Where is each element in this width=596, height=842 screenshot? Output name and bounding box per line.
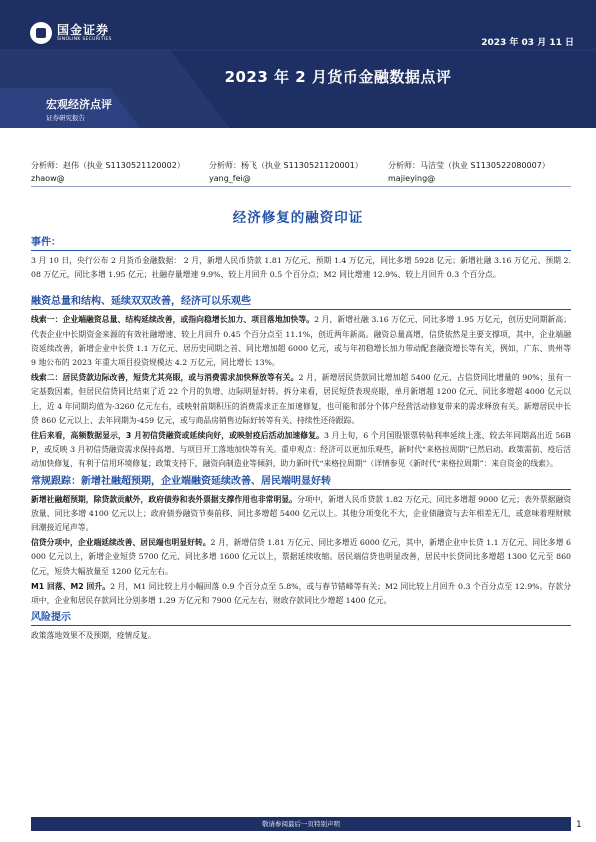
- analyst-1-name: 分析师：赵伟（执业 S1130521120002）: [31, 161, 185, 170]
- section-divider: [31, 489, 571, 490]
- event-heading: 事件：: [31, 237, 61, 248]
- section-2-heading: 常规跟踪：新增社融超预期，企业端融资延续改善、居民端明显好转: [31, 475, 331, 487]
- outlook-paragraph: [31, 429, 571, 472]
- clue-1-text: 2 月，新增社融 3.16 万亿元、同比多增 1.95 万亿元，创历史同期新高；代表企业中长期资金来源的有效社融增速、较上月回升 0.45 个百分点至 11.1%，创近两年新高。融资总量高增，信贷依然是主要支撑项，其中，企业端融资延续改善，新增企业中长贷 1.1 万亿元、居历史同期之首、同比增加超 6000 亿元，或与年初稳增长加力带动配套融资增长等有关，例如，广东、贵州等 9 地公布的 2023 年重大项目投资规模达 4.2 万亿元，同比增长 13%。: [31, 315, 571, 368]
- money-supply-text: 2 月，M1 同比较上月小幅回落 0.9 个百分点至 5.8%，或与春节错峰等有关；M2 同比较上月回升 0.3 个百分点至 12.9%。存款分项中，企业和居民存款同比分别多增 1.29 万亿元和 7900 亿元左右，财政存款同比少增超 1400 亿元。: [31, 581, 571, 606]
- analyst-3: [388, 159, 550, 185]
- social-financing-text: 分项中，新增人民币贷款 1.82 万亿元、同比多增超 9000 亿元；表外票据融资放量、同比多增 4100 亿元以上；政府债券融资节奏前移、同比多增超 5400 亿元以上。其他分项变化不大，企业债融资与去年相差无几，或意味着理财赎回潮接近尾声等。: [31, 494, 571, 533]
- clue-2-text: 2 月，新增居民贷款同比增加超 5400 亿元、占信贷同比增量的 90%；虽有一定基数因素，但居民信贷同比结束了近 22 个月的负增、边际明显好转。拆分来看，居民短贷表现亮眼，单月新增超 1200 亿元、同比多增超 4000 亿元以上，近 4 年同期均值为-3260 亿元左右，或映射前期积压的消费需求正在加速修复，也可能和部分个体户经营活动修复带来的需求释放有关。新增居民中长贷 860 亿元以上、去年同期为-459 亿元，或与商品房销售边际好转等有关、持续性还待跟踪。: [31, 373, 571, 425]
- money-supply-paragraph: [31, 580, 571, 608]
- analyst-3-name: 分析师：马洁莹（执业 S1130522080007）: [388, 161, 550, 170]
- analyst-3-email: majieying@: [388, 174, 436, 183]
- clue-1-paragraph: [31, 313, 571, 370]
- report-header-banner: [0, 0, 596, 128]
- social-financing-lead: 新增社融超预期，除贷款贡献外，政府债券和表外票据支撑作用也非常明显。: [31, 494, 297, 504]
- section-divider: [31, 309, 571, 310]
- main-title: 经济修复的融资印证: [232, 210, 364, 226]
- credit-lead: 信贷分项中，企业端延续改善、居民端也明显好转。: [31, 538, 211, 548]
- report-subcategory: 证券研究报告: [46, 114, 85, 122]
- clue-2-paragraph: [31, 371, 571, 428]
- event-paragraph: 3 月 10 日，央行公布 2 月货币金融数据： 2 月，新增人民币贷款 1.81 万亿元、预期 1.4 万亿元，同比多增 5928 亿元；新增社融 3.16 万亿元、预期 2.08 万亿元，同比多增 1.95 亿元；社融存量增速 9.9%、较上月回升 0.5 个百分点；M2 同比增速 12.9%、较上月回升 0.3 个百分点。: [31, 256, 571, 280]
- report-body: [31, 236, 571, 643]
- section-1-heading: 融资总量和结构、延续双双改善，经济可以乐观些: [31, 296, 251, 308]
- clue-2-lead: 线索二：居民贷款边际改善，短贷尤其亮眼，或与消费需求加快释放等有关。: [31, 373, 299, 383]
- outlook-lead: 往后来看，高频数据显示，3 月初信贷融资或延续向好，或映射疫后活动加速修复。: [31, 431, 325, 441]
- outlook-text: 3 月上旬，6 个月国股银票转帖利率延续上涨、较去年同期高出近 56BP，或反映 3 月初信贷融资需求保持高增、与项目开工落地加快等有关。重申观点：经济可以更加乐观些，新时代“来格拉周期”已然启动。政策需前、疫后活动加快修复，有利于信用环境修复；政策支持下，融资向制造业等倾斜，助力新时代“来格拉周期”（详情参见《新时代“来格拉周期”：来自资金的线索》。: [31, 431, 571, 469]
- risk-heading: 风险提示: [31, 612, 71, 624]
- company-logo: [30, 22, 112, 44]
- analyst-2-name: 分析师：杨飞（执业 S1130521120001）: [209, 161, 363, 170]
- disclaimer-notice: 敬请参阅最后一页特别声明: [262, 820, 340, 828]
- section-divider: [31, 250, 571, 251]
- report-category: 宏观经济点评: [46, 98, 112, 111]
- page-number: 1: [576, 820, 582, 830]
- social-financing-paragraph: [31, 493, 571, 536]
- clue-1-lead: 线索一：企业端融资总量、结构延续改善，或指向稳增长加力、项目落地加快等。: [31, 315, 315, 325]
- analyst-2-email: yang_fei@: [209, 174, 251, 183]
- report-title: 2023 年 2 月货币金融数据点评: [224, 68, 452, 86]
- analyst-1-email: zhaow@: [31, 174, 65, 183]
- logo-name-en: SINOLINK SECURITIES: [57, 37, 112, 42]
- section-divider: [31, 625, 571, 626]
- money-supply-lead: M1 回落、M2 回升。: [31, 581, 111, 591]
- logo-mark-icon: [30, 22, 52, 44]
- footer-bar: [31, 817, 571, 831]
- credit-text: 2 月，新增信贷 1.81 万亿元、同比多增近 6000 亿元，其中，新增企业中长贷 1.1 万亿元、同比多增 6000 亿元以上，新增企业短贷 5700 亿元、同比多增 1600 亿元以上，票据延续收缩。居民端信贷也明显改善，居民中长贷同比多增超 1300 亿元至 860 亿元，短贷大幅放量至 1200 亿元左右。: [31, 538, 571, 576]
- credit-paragraph: [31, 536, 571, 579]
- analyst-1: [31, 159, 185, 185]
- logo-name-cn: 国金证券: [57, 23, 110, 37]
- report-date: 2023 年 03 月 11 日: [481, 38, 574, 48]
- analyst-divider: [31, 186, 571, 187]
- risk-paragraph: 政策落地效果不及预期，疫情反复。: [31, 631, 156, 641]
- analyst-2: [209, 159, 363, 185]
